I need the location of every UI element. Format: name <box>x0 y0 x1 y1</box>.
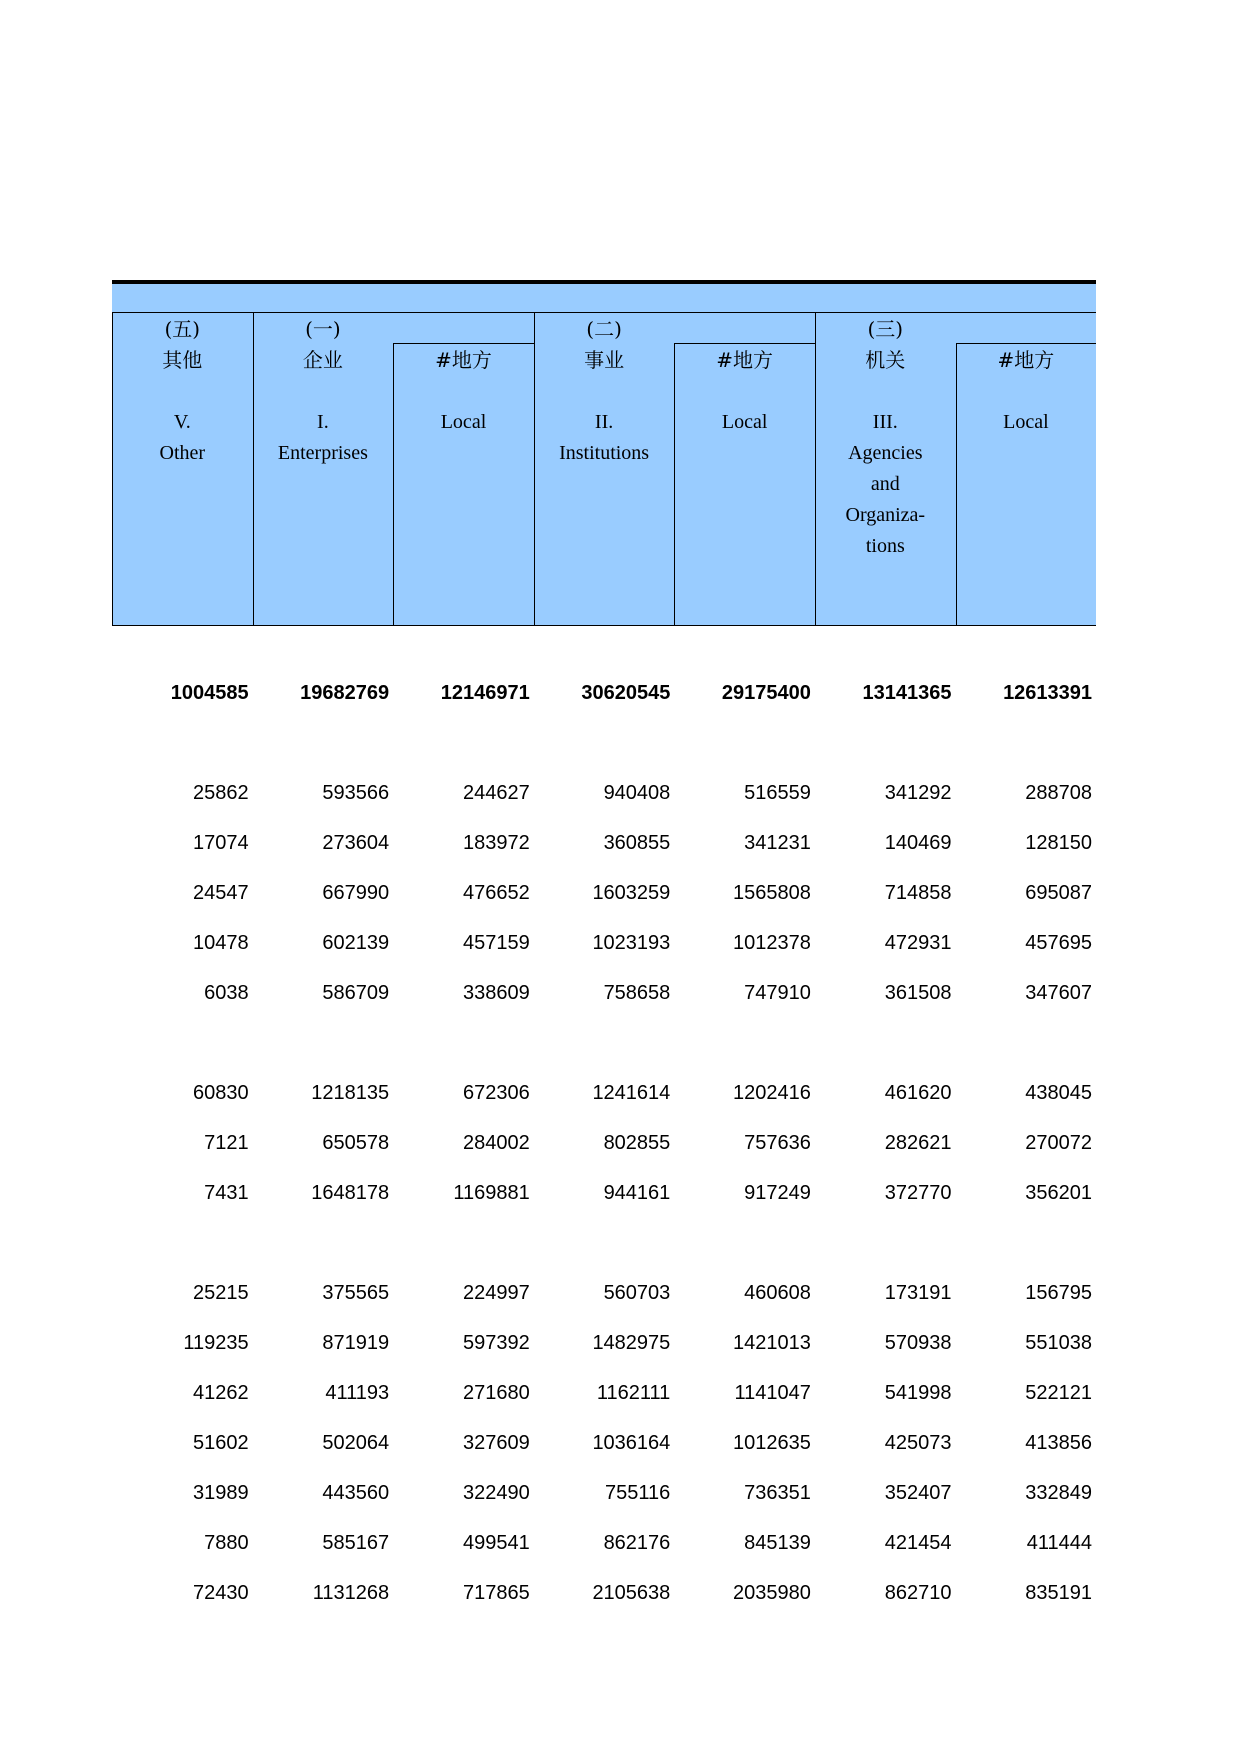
table-cell: 1141047 <box>734 1381 811 1404</box>
table-cell: 1012378 <box>733 931 811 954</box>
table-cell: 25862 <box>192 781 249 804</box>
column-title-en: Other <box>159 442 206 464</box>
table-cell: 375565 <box>322 1281 390 1304</box>
table-cell: 1131268 <box>312 1581 390 1604</box>
table-cell: 7121 <box>204 1131 249 1154</box>
table-row <box>112 1268 1096 1318</box>
table-row <box>112 868 1096 918</box>
column-title-zh: #地方 <box>716 348 774 372</box>
column-title-zh: 事业 <box>584 348 625 372</box>
table-cell: 1421013 <box>733 1331 811 1354</box>
table-cell: 411193 <box>325 1381 390 1404</box>
spacer <box>956 376 1097 407</box>
column-index: (三) <box>867 317 904 341</box>
column-header-cell <box>253 314 394 469</box>
table-cell: 586709 <box>322 981 390 1004</box>
table-cell: 13141365 <box>862 681 952 704</box>
table-cell: 1603259 <box>592 881 671 904</box>
column-header-cell <box>815 314 956 562</box>
table-cell: 560703 <box>603 1281 671 1304</box>
table-cell: 7880 <box>204 1531 249 1554</box>
table-cell: 461620 <box>884 1081 952 1104</box>
table-cell: 747910 <box>744 981 811 1004</box>
table-cell: 411444 <box>1026 1531 1093 1554</box>
table-cell: 1004585 <box>170 681 249 704</box>
table-cell: 288708 <box>1025 781 1093 804</box>
table-cell: 282621 <box>884 1131 952 1154</box>
table-cell: 6038 <box>204 981 249 1004</box>
table-row <box>112 1168 1096 1218</box>
table-cell: 352407 <box>884 1481 952 1504</box>
column-header <box>112 312 1096 626</box>
column-index <box>674 314 815 345</box>
table-row <box>112 1468 1096 1518</box>
table-cell: 270072 <box>1025 1131 1093 1154</box>
table-cell: 736351 <box>744 1481 811 1504</box>
table-cell: 585167 <box>322 1531 390 1554</box>
table-cell: 472931 <box>884 931 952 954</box>
table-cell: 30620545 <box>581 681 671 704</box>
table-cell: 757636 <box>744 1131 811 1154</box>
table-cell: 338609 <box>462 981 530 1004</box>
table-cell: 51602 <box>192 1431 249 1454</box>
table-cell: 476652 <box>462 881 530 904</box>
table-cell: 695087 <box>1025 881 1093 904</box>
table-cell: 12146971 <box>440 681 530 704</box>
table-cell: 1202416 <box>733 1081 811 1104</box>
table-cell: 522121 <box>1025 1381 1093 1404</box>
table-cell: 421454 <box>884 1531 952 1554</box>
column-title-en: Local <box>721 411 768 433</box>
table-cell: 755116 <box>605 1481 671 1504</box>
table-cell: 12613391 <box>1003 681 1093 704</box>
column-header-cell <box>534 314 675 469</box>
column-title-en: Agencies <box>848 442 923 464</box>
table-cell: 19682769 <box>300 681 390 704</box>
column-index: (一) <box>305 317 341 341</box>
table-cell: 327609 <box>462 1431 530 1454</box>
header-band <box>112 284 1096 312</box>
table-row <box>112 1118 1096 1168</box>
table-row <box>112 1518 1096 1568</box>
table-cell: 2035980 <box>733 1581 811 1604</box>
table-cell: 284002 <box>462 1131 530 1154</box>
table-cell: 650578 <box>322 1131 390 1154</box>
table-cell: 10478 <box>192 931 249 954</box>
table-cell: 1565808 <box>733 881 811 904</box>
row-gap <box>112 1218 1096 1268</box>
table-cell: 570938 <box>884 1331 952 1354</box>
table-cell: 156795 <box>1025 1281 1093 1304</box>
table-cell: 7431 <box>204 1181 249 1204</box>
table-cell: 1218135 <box>311 1081 390 1104</box>
table-cell: 597392 <box>462 1331 530 1354</box>
table-cell: 17074 <box>192 831 249 854</box>
table-row <box>112 768 1096 818</box>
column-header-cell <box>112 314 253 469</box>
spacer <box>112 376 253 407</box>
column-title-en: Institutions <box>559 442 650 464</box>
table-cell: 25215 <box>192 1281 249 1304</box>
table-cell: 1241614 <box>592 1081 671 1104</box>
column-header-cell <box>956 314 1097 438</box>
table-cell: 24547 <box>192 881 249 904</box>
column-title-en: tions <box>865 535 905 557</box>
table-cell: 717865 <box>462 1581 530 1604</box>
table-cell: 140469 <box>884 831 952 854</box>
table-cell: 1169881 <box>453 1181 530 1204</box>
table-cell: 457159 <box>462 931 530 954</box>
table-cell: 1036164 <box>592 1431 671 1454</box>
column-header-cell <box>674 314 815 438</box>
table-cell: 758658 <box>603 981 671 1004</box>
table-cell: 862710 <box>884 1581 952 1604</box>
table-cell: 425073 <box>884 1431 952 1454</box>
column-index: (二) <box>586 317 622 341</box>
spacer <box>815 376 956 407</box>
table-cell: 128150 <box>1025 831 1093 854</box>
table-row <box>112 1418 1096 1468</box>
table-row <box>112 1368 1096 1418</box>
table-cell: 183972 <box>462 831 530 854</box>
column-title-en: II. <box>594 411 614 433</box>
table-cell: 360855 <box>603 831 671 854</box>
column-title-en: Local <box>1003 411 1049 433</box>
column-title-zh: 其他 <box>162 348 203 372</box>
table-cell: 60830 <box>192 1081 249 1104</box>
table-cell: 2105638 <box>592 1581 671 1604</box>
column-title-en: Local <box>440 411 487 433</box>
table-body <box>112 626 1096 1618</box>
column-title-zh: 企业 <box>302 348 343 372</box>
row-gap <box>112 626 1096 668</box>
table-cell: 602139 <box>322 931 390 954</box>
table-cell: 460608 <box>744 1281 811 1304</box>
table-cell: 438045 <box>1025 1081 1093 1104</box>
table-cell: 541998 <box>884 1381 952 1404</box>
table-cell: 443560 <box>322 1481 390 1504</box>
table-row <box>112 918 1096 968</box>
column-title-en: V. <box>173 411 191 433</box>
spacer <box>253 376 394 407</box>
table-cell: 1023193 <box>592 931 671 954</box>
table-cell: 273604 <box>322 831 390 854</box>
table-cell: 341292 <box>884 781 952 804</box>
spacer <box>534 376 675 407</box>
table-row <box>112 818 1096 868</box>
table-cell: 862176 <box>603 1531 671 1554</box>
column-title-en: Organiza- <box>845 504 926 526</box>
table-cell: 593566 <box>322 781 390 804</box>
table-cell: 361508 <box>884 981 952 1004</box>
column-index <box>956 314 1097 345</box>
column-header-cell <box>393 314 534 438</box>
column-title-zh: #地方 <box>997 348 1055 372</box>
column-index: (五) <box>164 317 201 341</box>
table-cell: 551038 <box>1025 1331 1093 1354</box>
table-cell: 413856 <box>1025 1431 1093 1454</box>
table-cell: 871919 <box>322 1331 390 1354</box>
table-cell: 802855 <box>603 1131 671 1154</box>
statistics-table <box>112 280 1096 1618</box>
table-cell: 845139 <box>744 1531 811 1554</box>
column-title-en: Enterprises <box>277 442 368 464</box>
table-cell: 372770 <box>884 1181 952 1204</box>
table-cell: 835191 <box>1025 1581 1093 1604</box>
table-cell: 29175400 <box>721 681 811 704</box>
table-cell: 516559 <box>744 781 811 804</box>
table-cell: 499541 <box>462 1531 530 1554</box>
header-rule-top <box>112 312 1096 313</box>
table-cell: 667990 <box>322 881 390 904</box>
row-gap <box>112 718 1096 768</box>
table-cell: 917249 <box>744 1181 811 1204</box>
table-cell: 224997 <box>462 1281 530 1304</box>
table-cell: 502064 <box>322 1431 390 1454</box>
table-cell: 322490 <box>462 1481 530 1504</box>
table-row <box>112 1318 1096 1368</box>
table-cell: 672306 <box>462 1081 530 1104</box>
row-gap <box>112 1018 1096 1068</box>
table-cell: 1482975 <box>592 1331 671 1354</box>
spacer <box>674 376 815 407</box>
table-cell: 72430 <box>192 1581 249 1604</box>
total-row <box>112 668 1096 718</box>
column-title-en: I. <box>317 411 329 433</box>
table-cell: 173191 <box>884 1281 952 1304</box>
table-cell: 940408 <box>603 781 671 804</box>
column-title-zh: #地方 <box>435 348 492 372</box>
table-cell: 244627 <box>462 781 530 804</box>
table-cell: 356201 <box>1025 1181 1093 1204</box>
table-cell: 347607 <box>1025 981 1093 1004</box>
table-cell: 41262 <box>192 1381 249 1404</box>
table-cell: 31989 <box>192 1481 249 1504</box>
table-cell: 119235 <box>183 1331 249 1354</box>
table-cell: 944161 <box>603 1181 671 1204</box>
table-cell: 1162111 <box>596 1381 671 1404</box>
column-title-en: and <box>870 473 900 495</box>
table-cell: 1648178 <box>311 1181 390 1204</box>
table-row <box>112 1568 1096 1618</box>
table-row <box>112 968 1096 1018</box>
table-cell: 341231 <box>744 831 811 854</box>
table-row <box>112 1068 1096 1118</box>
table-cell: 271680 <box>462 1381 530 1404</box>
table-cell: 1012635 <box>733 1431 811 1454</box>
spacer <box>393 376 534 407</box>
table-cell: 332849 <box>1025 1481 1093 1504</box>
column-index <box>393 314 534 345</box>
table-cell: 714858 <box>884 881 952 904</box>
column-title-en: III. <box>872 411 898 433</box>
table-cell: 457695 <box>1025 931 1093 954</box>
column-title-zh: 机关 <box>865 348 906 372</box>
